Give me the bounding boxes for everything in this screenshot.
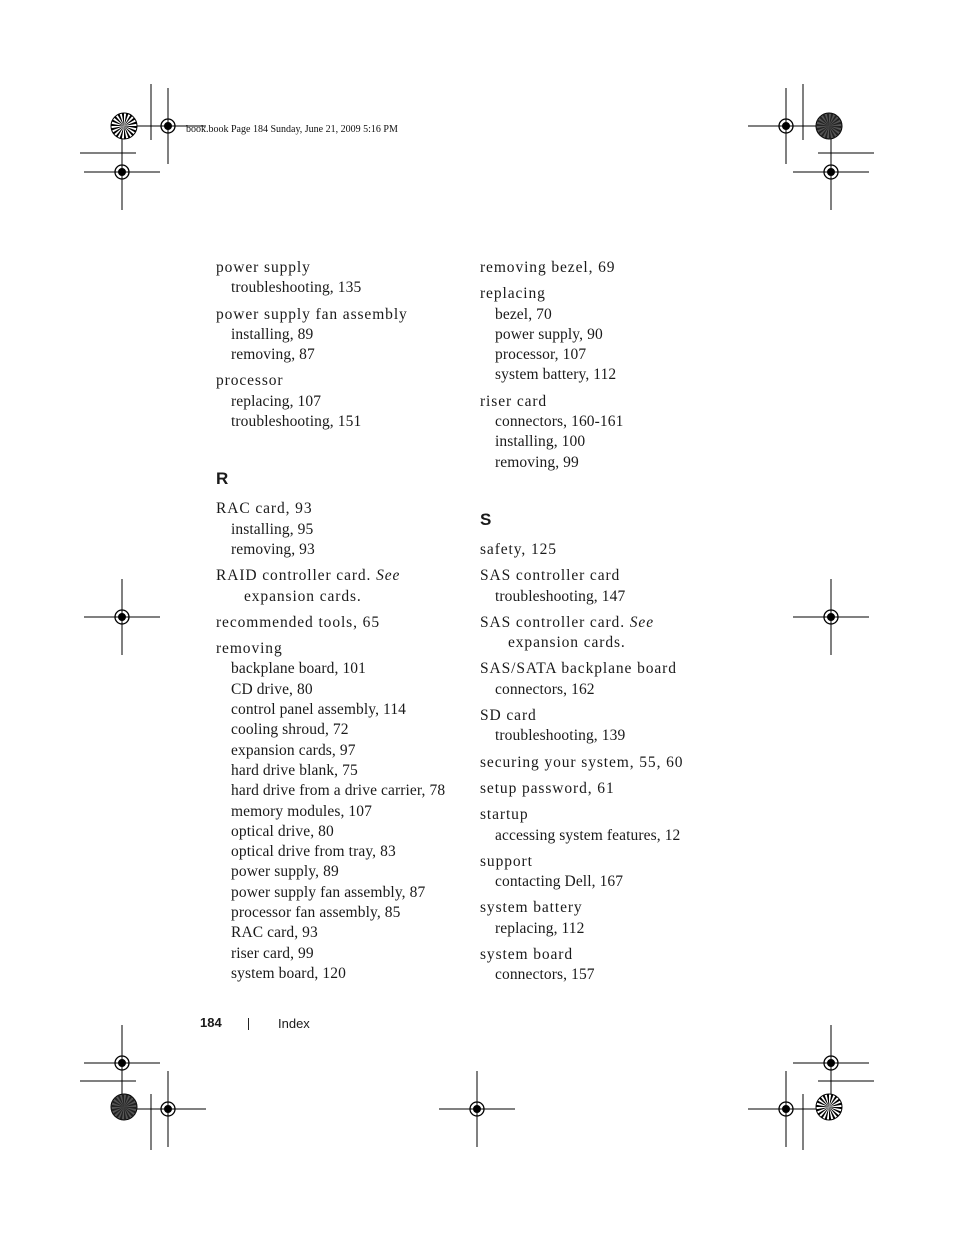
index-group <box>480 258 740 473</box>
index-entry <box>480 258 740 278</box>
index-term: SAS controller card <box>480 567 621 585</box>
crosshair-registration-mark <box>439 1071 515 1147</box>
crosshair-registration-mark <box>84 134 160 210</box>
index-entry <box>480 540 740 560</box>
index-subentry: installing, 95 <box>231 520 314 538</box>
see-reference: See <box>629 613 654 631</box>
index-term: RAC card, 93 <box>216 500 313 518</box>
index-term: RAID controller card. See <box>216 567 401 585</box>
index-entry <box>480 566 740 607</box>
index-column-right <box>480 258 740 992</box>
index-subentry: connectors, 157 <box>495 966 595 984</box>
index-term: removing bezel, 69 <box>480 259 616 276</box>
crosshair-registration-mark <box>793 1025 869 1101</box>
index-entry <box>480 706 740 747</box>
index-subentry: replacing, 107 <box>231 392 322 410</box>
index-subentry: removing, 87 <box>231 346 315 364</box>
crosshair-registration-mark <box>84 1025 160 1101</box>
index-entry <box>216 613 466 633</box>
index-subentry: power supply fan assembly, 87 <box>231 883 426 901</box>
index-term: safety, 125 <box>480 540 557 558</box>
index-term: power supply <box>216 259 311 276</box>
page-number: 184 <box>200 1015 222 1030</box>
index-subentry: connectors, 160-161 <box>495 413 624 431</box>
index-subentry: contacting Dell, 167 <box>495 873 624 891</box>
index-subentry: connectors, 162 <box>495 680 595 698</box>
crosshair-registration-mark <box>84 579 160 655</box>
starburst-registration-mark <box>816 1094 842 1120</box>
index-entry <box>480 945 740 986</box>
footer-divider <box>248 1018 249 1030</box>
index-subentry: hard drive blank, 75 <box>231 761 358 779</box>
index-subentry: removing, 99 <box>495 453 579 471</box>
index-subentry: installing, 89 <box>231 325 314 343</box>
crosshair-registration-mark <box>748 1071 824 1147</box>
index-entry <box>480 284 740 385</box>
index-subentry: memory modules, 107 <box>231 802 372 820</box>
index-entry <box>216 499 466 560</box>
index-term: setup password, 61 <box>480 779 615 797</box>
starburst-registration-mark <box>111 1094 137 1120</box>
index-subentry: troubleshooting, 135 <box>231 279 362 297</box>
crosshair-registration-mark <box>793 134 869 210</box>
index-group <box>216 499 466 984</box>
index-subentry: control panel assembly, 114 <box>231 701 407 719</box>
index-term: system battery <box>480 899 583 917</box>
index-group <box>480 540 740 986</box>
index-subentry: troubleshooting, 139 <box>495 727 626 745</box>
footer-section-title: Index <box>278 1016 310 1031</box>
index-subentry: installing, 100 <box>495 433 586 451</box>
index-entry <box>480 392 740 473</box>
index-entry <box>216 305 466 366</box>
print-slug-line: book.book Page 184 Sunday, June 21, 2009 5:16 PM <box>186 124 398 135</box>
index-subentry: system board, 120 <box>231 964 346 982</box>
index-term: removing <box>216 640 283 658</box>
index-subentry: CD drive, 80 <box>231 680 313 698</box>
starburst-registration-mark <box>111 113 137 139</box>
index-subentry: RAC card, 93 <box>231 924 318 942</box>
index-subentry: hard drive from a drive carrier, 78 <box>231 782 446 800</box>
index-term: securing your system, 55, 60 <box>480 753 684 771</box>
index-subentry: optical drive from tray, 83 <box>231 843 396 861</box>
index-subentry: riser card, 99 <box>231 944 314 962</box>
index-term: system board <box>480 946 574 964</box>
index-subentry: removing, 93 <box>231 540 315 558</box>
index-subentry: processor fan assembly, 85 <box>231 904 401 922</box>
index-entry <box>480 779 740 799</box>
index-entry <box>480 613 740 654</box>
index-subentry: power supply, 89 <box>231 863 339 881</box>
index-term-continuation: expansion cards. <box>244 587 362 605</box>
crosshair-registration-mark <box>130 1071 206 1147</box>
index-term: SD card <box>480 707 537 725</box>
index-term-continuation: expansion cards. <box>508 634 626 652</box>
index-entry <box>216 371 466 432</box>
index-term: recommended tools, 65 <box>216 613 380 631</box>
starburst-registration-mark <box>816 113 842 139</box>
index-subentry: cooling shroud, 72 <box>231 721 349 739</box>
index-entry <box>216 639 466 984</box>
index-subentry: power supply, 90 <box>495 325 603 343</box>
see-reference: See <box>376 567 401 585</box>
index-term: riser card <box>480 392 548 410</box>
index-entry <box>216 258 466 299</box>
index-subentry: accessing system features, 12 <box>495 826 681 844</box>
section-letter-r: R <box>216 469 229 489</box>
index-subentry: troubleshooting, 147 <box>495 587 626 605</box>
index-subentry: bezel, 70 <box>495 305 552 323</box>
index-term: replacing <box>480 285 546 303</box>
index-subentry: troubleshooting, 151 <box>231 413 362 431</box>
index-entry <box>480 898 740 939</box>
index-term: SAS controller card. See <box>480 613 654 631</box>
index-term: processor <box>216 372 284 390</box>
index-term: SAS/SATA backplane board <box>480 660 677 678</box>
index-subentry: expansion cards, 97 <box>231 741 356 759</box>
index-subentry: processor, 107 <box>495 346 587 364</box>
section-letter-s: S <box>480 509 492 529</box>
index-entry <box>480 753 740 773</box>
index-entry <box>480 852 740 893</box>
index-subentry: system battery, 112 <box>495 366 617 384</box>
index-group <box>216 258 466 432</box>
index-entry <box>216 566 466 607</box>
index-entry <box>480 659 740 700</box>
index-entry <box>480 805 740 846</box>
crosshair-registration-mark <box>793 579 869 655</box>
index-term: power supply fan assembly <box>216 305 408 323</box>
index-term: support <box>480 852 533 870</box>
index-subentry: backplane board, 101 <box>231 660 366 678</box>
crosshair-registration-mark <box>748 88 824 164</box>
index-term: startup <box>480 806 529 824</box>
index-subentry: replacing, 112 <box>495 919 585 937</box>
index-subentry: optical drive, 80 <box>231 822 334 840</box>
index-column-left <box>216 258 466 990</box>
